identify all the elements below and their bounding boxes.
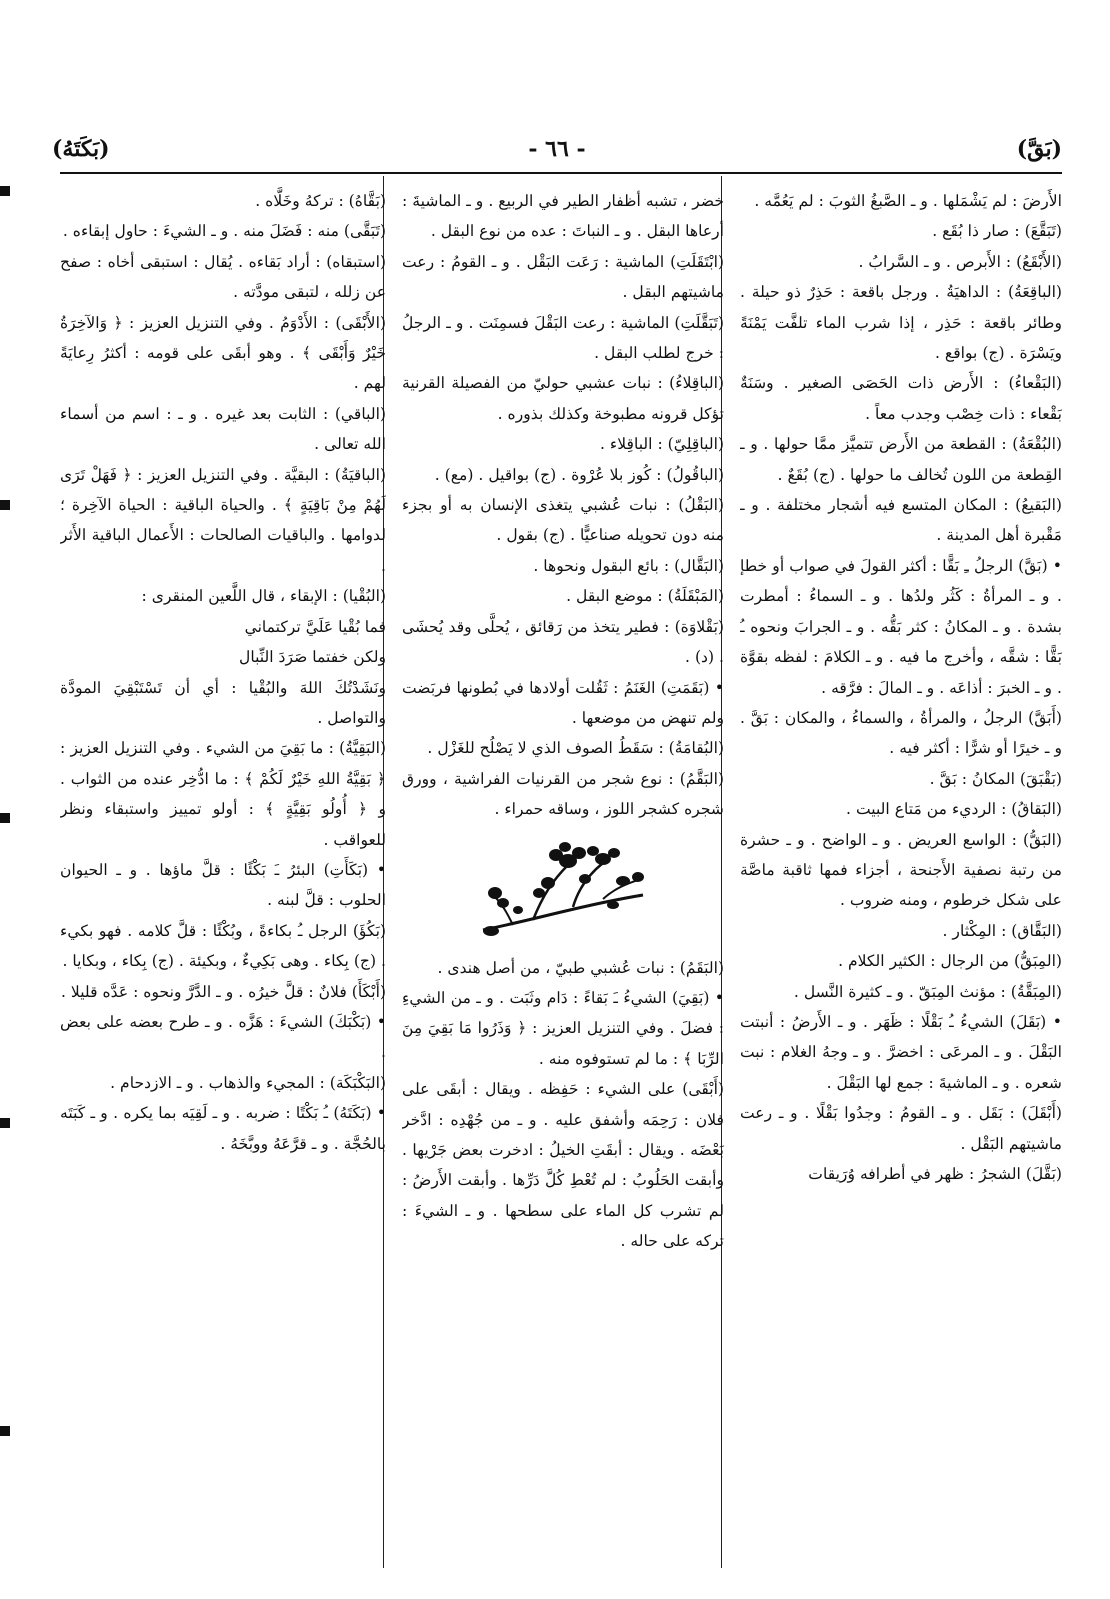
column-middle-bottom [402, 953, 724, 1257]
dictionary-entry: (الباقِلِيّ) : الباقِلاء . [599, 435, 724, 454]
plant-sprig-icon [473, 835, 653, 945]
dictionary-entry: (البُقْيا) : الإبقاء ، قال اللَّعين المنقرى : [141, 587, 386, 606]
dictionary-entry: (البُقامَةُ) : سَقَطُ الصوف الذي لا يَصْلُح للغَزْل . [427, 739, 724, 758]
dictionary-entry: (أَبْقَى) على الشيء : حَفِظه . ويقال : أبقَى على فلان : رَحِمَه وأشفق عليه . و ـ من جُهْدِه : ادَّخر بَعْضَه . ويقال : أبقَتِ الخيلُ : ادخرت بعض جَرْيها . وأبقت الحَلُوبُ : لم تُعْطِ كُلَّ دَرِّها . وأبقت الأَرضُ : لم تشرب كل الماء على سطحها . و ـ الشيءَ : تركه على حاله . [402, 1080, 724, 1251]
dictionary-entry: (الأَبْقَعُ) : الأَبرص . و ـ السَّرابُ . [858, 252, 1062, 271]
dictionary-entry: (تَبَقَّلَتِ) الماشية : رعت البَقْلَ فسمِنَت . و ـ الرجلُ : خرج لطلب البقل . [402, 313, 724, 363]
dictionary-entry: • (بَقَّ) الرجلُ ـِ بَقًّا : أكثر القولَ في صواب أو خطإ . و ـ المرأةُ : كَثُر ولدُها . و ـ السماءُ : أمطرت بشدة . و ـ المكانُ : كثر بَقُّه . و ـ الجرابَ ونحوه ـُ بَقًّا : شقَّه ، وأخرج ما فيه . و ـ الكلامَ : لفظه بقوَّة . و ـ الخبرَ : أذاعَه . و ـ المالَ : فرَّقه . [740, 556, 1062, 697]
dictionary-entry: • (بَقِيَ) الشيءُ ـَ بَقاءً : دَام وثَبَت . و ـ من الشيءِ : فضلَ . وفي التنزيل العزيز : ﴿ وَذَرُوا مَا بَقِيَ مِنَ الرِّبَا ﴾ : ما لم تستوفوه منه . [402, 988, 724, 1068]
column-right [740, 186, 1062, 1570]
dictionary-entry: (البَقِيَّةُ) : ما بَقِيَ من الشيء . وفي التنزيل العزيز : ﴿ بَقِيَّةُ اللهِ خَيْرٌ لَكُمْ ﴾ : ما ادُّخِر عنده من الثواب . و ﴿ أُولُو بَقِيَّةٍ ﴾ : أولو تمييز واستبقاء ونظر للعواقب . [60, 739, 386, 849]
dictionary-entry: (تَبَقَّى) منه : فَضَلَ منه . و ـ الشيءَ : حاول إبقاءه . [62, 222, 386, 241]
dictionary-entry: (بَقَّلَ) الشجرُ : ظهر في أطرافه وُرَيقات [808, 1165, 1062, 1183]
dictionary-entry: (تَبَقَّعَ) : صار ذا بُقَع . [932, 222, 1062, 241]
column-middle [402, 186, 724, 1570]
dictionary-entry: (البَقُّ) : الواسع العريض . و ـ الواضح . و ـ حشرة من رتبة نصفية الأَجنحة ، أجزاء فمها ثاقبة ماصَّة على شكل خرطوم ، ومنه ضروب . [740, 830, 1062, 910]
dictionary-entry: ونَشَدْتُكَ اللهَ والبُقْيا : أي أن تَسْتَبْقِيَ المودَّة والتواصل . [60, 678, 386, 727]
dictionary-entry: (البَقيعُ) : المكان المتسع فيه أشجار مختلفة . و ـ مَقْبرة أهل المدينة . [740, 496, 1062, 545]
column-left [60, 186, 386, 1570]
dictionary-entry: (بَقَّاهُ) : تركهُ وخَلَّاه . [255, 192, 386, 210]
margin-mark [0, 500, 10, 510]
dictionary-entry: • (بَكَتَهُ) ـُ بَكْتًا : ضربه . و ـ لَقِيَه بما يكره . و ـ كَبَتَه بالحُجَّة . و ـ قرَّعَهُ ووبَّخَهُ . [60, 1104, 386, 1153]
dictionary-entry: (البَقْلُ) : نبات عُشبي يتغذى الإنسان به أو بجزء منه دون تحويله صناعيًّا . (ج) بقول . [402, 496, 724, 545]
dictionary-entry: • (بَقَلَ) الشيءُ ـُ بَقْلًا : ظَهَر . و ـ الأَرضُ : أنبتت البَقْلَ . و ـ المرعَى : اخضرَّ . و ـ وجهُ الغلام : نبت شعره . و ـ الماشيةَ : جمع لها البَقْلَ . [740, 1012, 1062, 1092]
dictionary-entry: فما بُقْيا عَلَيَّ تركتماني [244, 617, 386, 636]
dictionary-entry: (البَقَّال) : بائع البقول ونحوها . [533, 556, 724, 575]
dictionary-entry: (الأَبْقَى) : الأَدْوَمُ . وفي التنزيل العزيز : ﴿ وَالآخِرَةُ خَيْرٌ وَأَبْقَى ﴾ . وهو أبقَى على قومه : أكثرُ رِعايَةً لهم . [60, 313, 386, 393]
dictionary-entry: (البَقَّمُ) : نوع شجر من القرنيات الفراشية ، وورق شجره كشجر اللوز ، وساقه حمراء . [402, 769, 724, 819]
page-header [52, 128, 1062, 168]
dictionary-entry: (المِبَقَّةُ) : مؤنث المِبَقّ . و ـ كثيرة النَّسل . [793, 982, 1062, 1001]
dictionary-entry: (البُقْعَةُ) : القطعة من الأَرض تتميَّز ممَّا حولها . و ـ القِطعة من اللون تُخالف ما حولها . (ج) بُقَعٌ . [740, 435, 1062, 484]
page-number: - ٦٦ - [528, 136, 586, 162]
dictionary-entry: (ابْتَقَلَتِ) الماشية : رَعَت البَقْل . و ـ القومُ : رعت ماشيتهم البقل . [402, 252, 724, 302]
dictionary-entry: (المَبْقَلَةُ) : موضع البقل . [566, 587, 724, 606]
text-columns [60, 186, 1062, 1570]
dictionary-entry: • (بَكْبَكَ) الشيءَ : هَزَّه . و ـ طرح بعضه على بعض . [60, 1012, 386, 1062]
dictionary-entry: (البَقْعاءُ) : الأَرض ذات الحَصَى الصغير . وسَنَةٌ بَقْعاء : ذات خِصْب وجدب معاً . [740, 374, 1062, 423]
dictionary-entry: (البَقَمُ) : نبات عُشبي طبيّ ، من أصل هندى . [437, 958, 724, 977]
dictionary-entry: (البَكْبَكَة) : المجيء والذهاب . و ـ الازدحام . [110, 1073, 386, 1092]
dictionary-entry: (أَبَقَّ) الرجلُ ، والمرأةُ ، والسماءُ ، والمكان : بَقَّ . و ـ خيرًا أو شرًّا : أكثر فيه . [740, 708, 1062, 758]
dictionary-entry: (بَقْبَقَ) المكانُ : بَقَّ . [929, 769, 1062, 788]
dictionary-entry: (الباقِعَةُ) : الداهيَةُ . ورجل باقعة : حَذِرٌ ذو حيلة . وطائر باقعة : حَذِر ، إذا شرب الماء تلفَّت يَمْنَةً ويَسْرَة . (ج) بواقع . [740, 283, 1062, 363]
dictionary-entry: (الباقُولُ) : كُوز بلا عُرْوة . (ج) بواقيل . (مع) . [434, 465, 724, 484]
dictionary-entry: (البَقاقُ) : الرديء من مَتاع البيت . [846, 800, 1062, 819]
header-right-headword: (بَقَّ) [1016, 136, 1062, 162]
margin-mark [0, 1118, 10, 1128]
dictionary-entry: • (بَقَمَتِ) الغَنَمُ : ثَقُلت أولادها في بُطونها فربَضت ولم تنهض من موضعها . [402, 678, 724, 727]
dictionary-entry: (بَقْلاوَة) : فطير يتخذ من رَقائق ، يُحلَّى وقد يُحشَى . (د) . [402, 617, 724, 667]
dictionary-entry: (الباقِلاءُ) : نبات عشبي حوليّ من الفصيلة القرنية تؤكل قرونه مطبوخة وكذلك بذوره . [402, 374, 724, 423]
header-rule [60, 172, 1062, 174]
dictionary-entry: (استبقاه) : أراد بَقاءه . يُقال : استبقى أخاه : صفح عن زلله ، لتبقى مودَّته . [60, 252, 386, 302]
dictionary-entry: • (بَكَأَتِ) البئرُ ـَ بَكْئًا : قلَّ ماؤها . و ـ الحيوان الحلوب : قلَّ لبنه . [60, 860, 386, 910]
dictionary-entry: (البَقَّاق) : المِكْثار . [942, 921, 1062, 940]
header-left-headword: (بَكَتَهُ) [52, 136, 110, 162]
margin-mark [0, 813, 10, 823]
dictionary-entry: (أَبْقَلَ) : بَقَل . و ـ القومُ : وجدُوا بَقْلًا . و ـ رعت ماشيتهم البَقْل . [740, 1104, 1062, 1153]
dictionary-entry: (بَكُؤَ) الرجل ـُ بكاءةً ، وبُكْئًا : قلَّ كلامه . فهو بكيء . (ج) بِكاء . وهى بَكِيءٌ ، وبكيئة . (ج) بِكاء ، وبكايا . [60, 921, 386, 971]
dictionary-entry: خضر ، تشبه أظفار الطير في الربيع . و ـ الماشيةَ : أرعاها البقل . و ـ النباتَ : عده من نوع البقل . [402, 192, 724, 241]
dictionary-entry: (الباقي) : الثابت بعد غيره . و ـ : اسم من أسماء الله تعالى . [60, 404, 386, 454]
dictionary-entry: ولكن خفتما صَرَدَ النِّبال [239, 648, 386, 667]
margin-mark [0, 1426, 10, 1436]
dictionary-entry: الأَرضَ : لم يَشْمَلها . و ـ الصَّبغُ الثوبَ : لم يَعُمَّه . [754, 192, 1062, 210]
dictionary-entry: (الباقيَةُ) : البقيَّة . وفي التنزيل العزيز : ﴿ فَهَلْ تَرَى لَهُمْ مِنْ بَاقِيَةٍ ﴾ . والحياة الباقية : الحياة الآخِرة ؛ لدوامها . والباقيات الصالحات : الأَعمال الباقية الأَثر . [60, 465, 386, 575]
margin-mark [0, 186, 10, 196]
column-middle-top [402, 186, 724, 825]
dictionary-entry: (أَبْكَأَ) فلانٌ : قلَّ خيرُه . و ـ الدَّرَّ ونحوه : عَدَّه قليلا . [60, 982, 386, 1001]
dictionary-entry: (المِبَقُّ) من الرجال : الكثير الكلام . [838, 952, 1062, 971]
